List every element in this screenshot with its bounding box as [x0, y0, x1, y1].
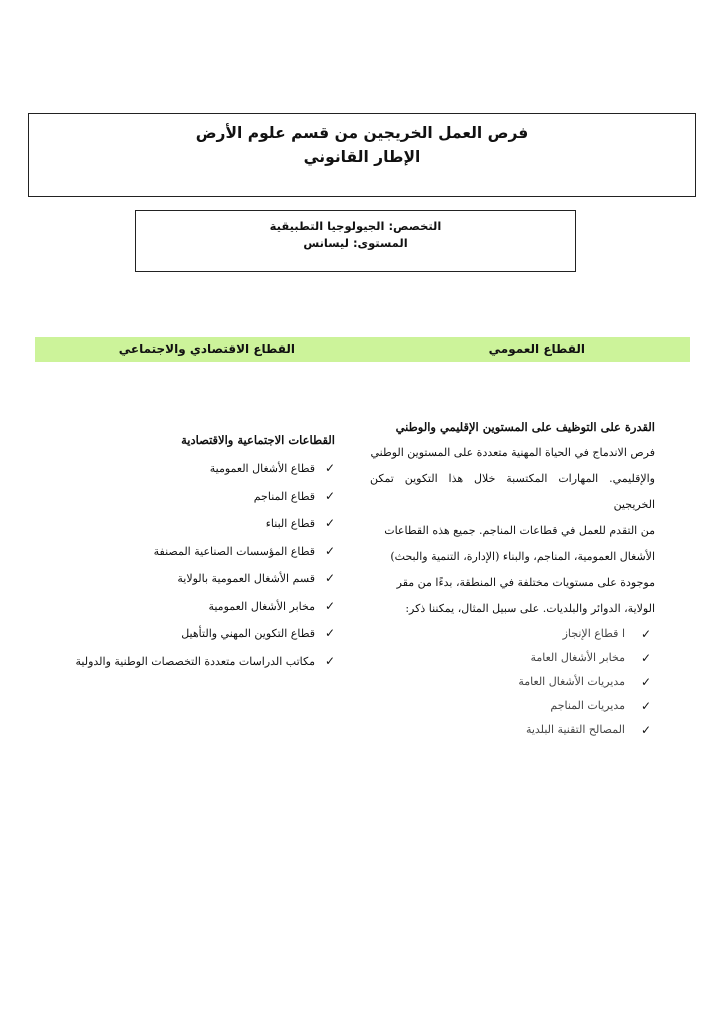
list-item [35, 565, 335, 593]
list-item-label: المصالح التقنية البلدية [525, 723, 625, 736]
list-item-label: قطاع البناء [265, 517, 315, 530]
list-item-label: قطاع الأشغال العمومية [209, 462, 315, 475]
list-item [370, 622, 655, 646]
check-icon: ✓ [324, 571, 335, 585]
list-item-label: قطاع المناجم [253, 489, 315, 503]
list-item [35, 510, 335, 538]
list-item-label: قطاع المؤسسات الصناعية المصنفة [153, 544, 315, 558]
document-title: فرص العمل الخريجين من قسم علوم الأرض [195, 124, 529, 142]
check-icon: ✓ [324, 543, 335, 558]
economic-sector-header: القطاع الاقتصادي والاجتماعي [118, 342, 295, 356]
list-item-label: مديريات المناجم [550, 699, 625, 712]
economic-sector-list [35, 455, 335, 675]
list-item [370, 694, 655, 718]
list-item [35, 455, 335, 483]
list-item-label: مخابر الأشغال العمومية [208, 599, 315, 613]
paragraph-line: الولاية، الدوائر والبلديات. على سبيل المثال، يمكننا ذكر: [405, 602, 655, 615]
check-icon: ✓ [324, 488, 335, 503]
list-item [35, 483, 335, 511]
check-icon: ✓ [324, 653, 335, 668]
paragraph-line: فرص الاندماج في الحياة المهنية متعددة على المستوين الوطني [370, 446, 655, 459]
check-icon: ✓ [640, 699, 651, 713]
specialty-box [135, 210, 576, 272]
list-item [35, 593, 335, 621]
check-icon: ✓ [324, 461, 335, 475]
public-sector-column [370, 420, 655, 742]
list-item [35, 648, 335, 676]
check-icon: ✓ [324, 516, 335, 530]
check-icon: ✓ [640, 651, 651, 665]
public-sector-heading: القدرة على التوظيف على المستوين الإقليمي والوطني [395, 420, 655, 434]
check-icon: ✓ [640, 627, 651, 641]
check-icon: ✓ [324, 626, 335, 640]
list-item-label: مخابر الأشغال العامة [530, 651, 625, 664]
paragraph-line: من التقدم للعمل في قطاعات المناجم. جميع هذه القطاعات [384, 524, 655, 537]
list-item-label: قطاع التكوين المهني والتأهيل [181, 627, 315, 640]
public-sector-list [370, 622, 655, 742]
list-item [35, 538, 335, 566]
public-sector-paragraph [370, 440, 655, 622]
list-item-label: ا قطاع الإنجاز [562, 627, 625, 640]
list-item [370, 718, 655, 742]
list-item [370, 670, 655, 694]
list-item-label: مديريات الأشغال العامة [518, 675, 625, 688]
check-icon: ✓ [324, 598, 335, 613]
title-box [28, 113, 696, 197]
list-item [35, 620, 335, 648]
specialty-label: التخصص: الجيولوجيا التطبيقية [269, 219, 442, 233]
list-item-label: قسم الأشغال العمومية بالولاية [177, 572, 315, 585]
list-item [370, 646, 655, 670]
economic-sector-column [35, 433, 335, 675]
check-icon: ✓ [640, 723, 651, 737]
sector-header-bar [35, 337, 690, 362]
public-sector-header: القطاع العمومي [488, 342, 585, 356]
level-label: المستوى: ليسانس [303, 236, 408, 250]
paragraph-line: والإقليمي. المهارات المكتسبة خلال هذا التكوين تمكن الخريجين [370, 472, 655, 511]
paragraph-line: الأشغال العمومية، المناجم، والبناء (الإدارة، التنمية والبحث) [390, 550, 655, 563]
check-icon: ✓ [640, 675, 651, 689]
paragraph-line: موجودة على مستويات مختلفة في المنطقة، بدءًا من مقر [396, 576, 655, 589]
list-item-label: مكاتب الدراسات متعددة التخصصات الوطنية والدولية [75, 654, 315, 668]
document-subtitle: الإطار القانوني [303, 148, 421, 166]
economic-sector-heading: القطاعات الاجتماعية والاقتصادية [181, 433, 335, 447]
